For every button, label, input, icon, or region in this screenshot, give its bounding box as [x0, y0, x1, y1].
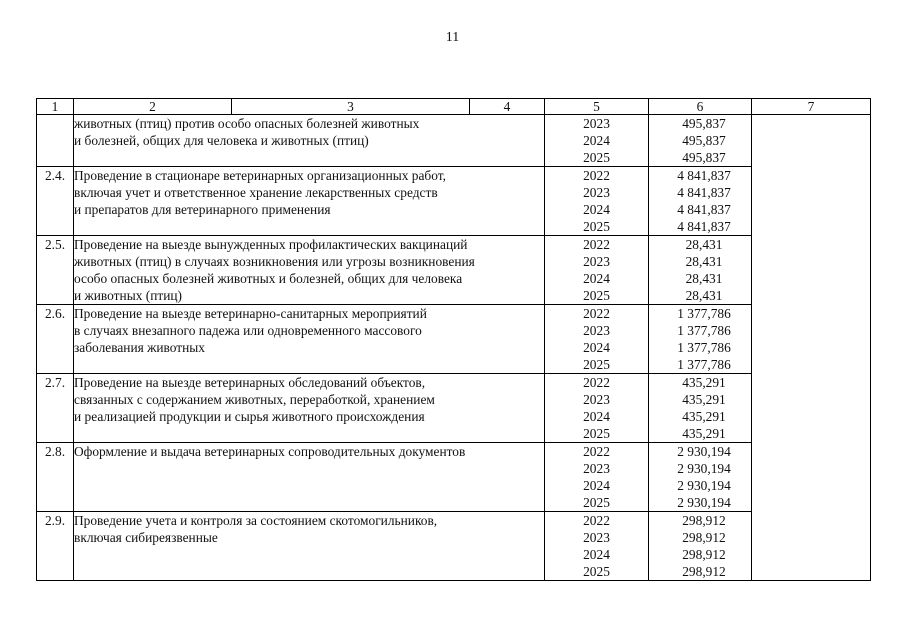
item-description	[74, 115, 545, 167]
measures-table	[36, 98, 871, 581]
table-row	[37, 167, 871, 236]
description-line: включая сибиреязвенные	[74, 530, 218, 545]
amount-value: 298,912	[682, 564, 726, 579]
year-value: 2025	[583, 495, 610, 510]
description-line: Оформление и выдача ветеринарных сопроводительных документов	[74, 444, 466, 459]
header-cell-1: 1	[37, 99, 74, 115]
year-value: 2025	[583, 564, 610, 579]
table-row	[37, 115, 871, 167]
amount-value: 28,431	[685, 254, 723, 269]
description-line: включая учет и ответственное хранение лекарственных средств	[74, 185, 438, 200]
amount-value: 1 377,786	[677, 340, 731, 355]
amount-value: 298,912	[682, 530, 726, 545]
year-value: 2022	[583, 306, 610, 321]
item-number: 2.7.	[37, 374, 74, 443]
amount-value: 1 377,786	[677, 323, 731, 338]
years-cell	[545, 305, 649, 374]
amount-value: 2 930,194	[677, 461, 731, 476]
year-value: 2024	[583, 547, 610, 562]
year-value: 2023	[583, 530, 610, 545]
description-line: животных (птиц) в случаях возникновения или угрозы возникновения	[74, 254, 475, 269]
description-line: животных (птиц) против особо опасных болезней животных	[74, 116, 420, 131]
amount-value: 495,837	[682, 150, 726, 165]
amount-value: 435,291	[682, 392, 726, 407]
year-value: 2023	[583, 392, 610, 407]
item-description	[74, 443, 545, 512]
years-cell	[545, 374, 649, 443]
page-number: 11	[445, 30, 460, 45]
amounts-cell	[649, 167, 752, 236]
description-line: и животных (птиц)	[74, 288, 183, 303]
description-line: особо опасных болезней животных и болезней, общих для человека	[74, 271, 463, 286]
item-description	[74, 236, 545, 305]
item-number: 2.6.	[37, 305, 74, 374]
amount-value: 298,912	[682, 513, 726, 528]
item-number: 2.5.	[37, 236, 74, 305]
description-line: и болезней, общих для человека и животных (птиц)	[74, 133, 369, 148]
amounts-cell	[649, 512, 752, 581]
amounts-cell	[649, 374, 752, 443]
description-line: Проведение учета и контроля за состоянием скотомогильников,	[74, 513, 438, 528]
year-value: 2023	[583, 116, 610, 131]
years-cell	[545, 115, 649, 167]
year-value: 2023	[583, 185, 610, 200]
amount-value: 1 377,786	[677, 357, 731, 372]
header-cell-7: 7	[752, 99, 871, 115]
header-cell-2: 2	[74, 99, 232, 115]
amount-value: 435,291	[682, 426, 726, 441]
header-row	[37, 99, 871, 115]
year-value: 2022	[583, 513, 610, 528]
description-line: Проведение в стационаре ветеринарных организационных работ,	[74, 168, 446, 183]
description-line: и препаратов для ветеринарного применения	[74, 202, 331, 217]
year-value: 2023	[583, 461, 610, 476]
years-cell	[545, 167, 649, 236]
item-number: 2.8.	[37, 443, 74, 512]
year-value: 2024	[583, 202, 610, 217]
amount-value: 2 930,194	[677, 478, 731, 493]
item-number	[37, 115, 74, 167]
year-value: 2024	[583, 409, 610, 424]
amount-value: 28,431	[685, 237, 723, 252]
description-line: Проведение на выезде ветеринарных обследований объектов,	[74, 375, 426, 390]
year-value: 2023	[583, 323, 610, 338]
item-number: 2.9.	[37, 512, 74, 581]
amount-value: 2 930,194	[677, 495, 731, 510]
item-number: 2.4.	[37, 167, 74, 236]
table-row	[37, 305, 871, 374]
amounts-cell	[649, 305, 752, 374]
amount-value: 1 377,786	[677, 306, 731, 321]
header-cell-3: 3	[232, 99, 470, 115]
amount-value: 495,837	[682, 133, 726, 148]
year-value: 2023	[583, 254, 610, 269]
item-description	[74, 167, 545, 236]
amount-value: 495,837	[682, 116, 726, 131]
amounts-cell	[649, 115, 752, 167]
years-cell	[545, 512, 649, 581]
description-line: Проведение на выезде вынужденных профилактических вакцинаций	[74, 237, 468, 252]
amount-value: 28,431	[685, 288, 723, 303]
amounts-cell	[649, 443, 752, 512]
description-line: и реализацией продукции и сырья животного происхождения	[74, 409, 425, 424]
year-value: 2022	[583, 375, 610, 390]
year-value: 2025	[583, 426, 610, 441]
description-line: заболевания животных	[74, 340, 205, 355]
table-row	[37, 443, 871, 512]
header-cell-4: 4	[470, 99, 545, 115]
year-value: 2022	[583, 444, 610, 459]
description-line: связанных с содержанием животных, переработкой, хранением	[74, 392, 435, 407]
amount-value: 2 930,194	[677, 444, 731, 459]
column-7-cell	[752, 115, 871, 581]
year-value: 2024	[583, 340, 610, 355]
description-line: в случаях внезапного падежа или одновременного массового	[74, 323, 422, 338]
amounts-cell	[649, 236, 752, 305]
table-row	[37, 236, 871, 305]
header-cell-5: 5	[545, 99, 649, 115]
year-value: 2024	[583, 271, 610, 286]
amount-value: 298,912	[682, 547, 726, 562]
amount-value: 4 841,837	[677, 185, 731, 200]
item-description	[74, 512, 545, 581]
header-cell-6: 6	[649, 99, 752, 115]
item-description	[74, 305, 545, 374]
amount-value: 28,431	[685, 271, 723, 286]
year-value: 2024	[583, 133, 610, 148]
table-row	[37, 374, 871, 443]
year-value: 2025	[583, 219, 610, 234]
amount-value: 4 841,837	[677, 202, 731, 217]
amount-value: 4 841,837	[677, 168, 731, 183]
year-value: 2025	[583, 357, 610, 372]
year-value: 2022	[583, 168, 610, 183]
years-cell	[545, 443, 649, 512]
item-description	[74, 374, 545, 443]
year-value: 2025	[583, 150, 610, 165]
years-cell	[545, 236, 649, 305]
amount-value: 435,291	[682, 375, 726, 390]
table-row	[37, 512, 871, 581]
amount-value: 435,291	[682, 409, 726, 424]
year-value: 2022	[583, 237, 610, 252]
description-line: Проведение на выезде ветеринарно-санитарных мероприятий	[74, 306, 427, 321]
year-value: 2024	[583, 478, 610, 493]
year-value: 2025	[583, 288, 610, 303]
amount-value: 4 841,837	[677, 219, 731, 234]
